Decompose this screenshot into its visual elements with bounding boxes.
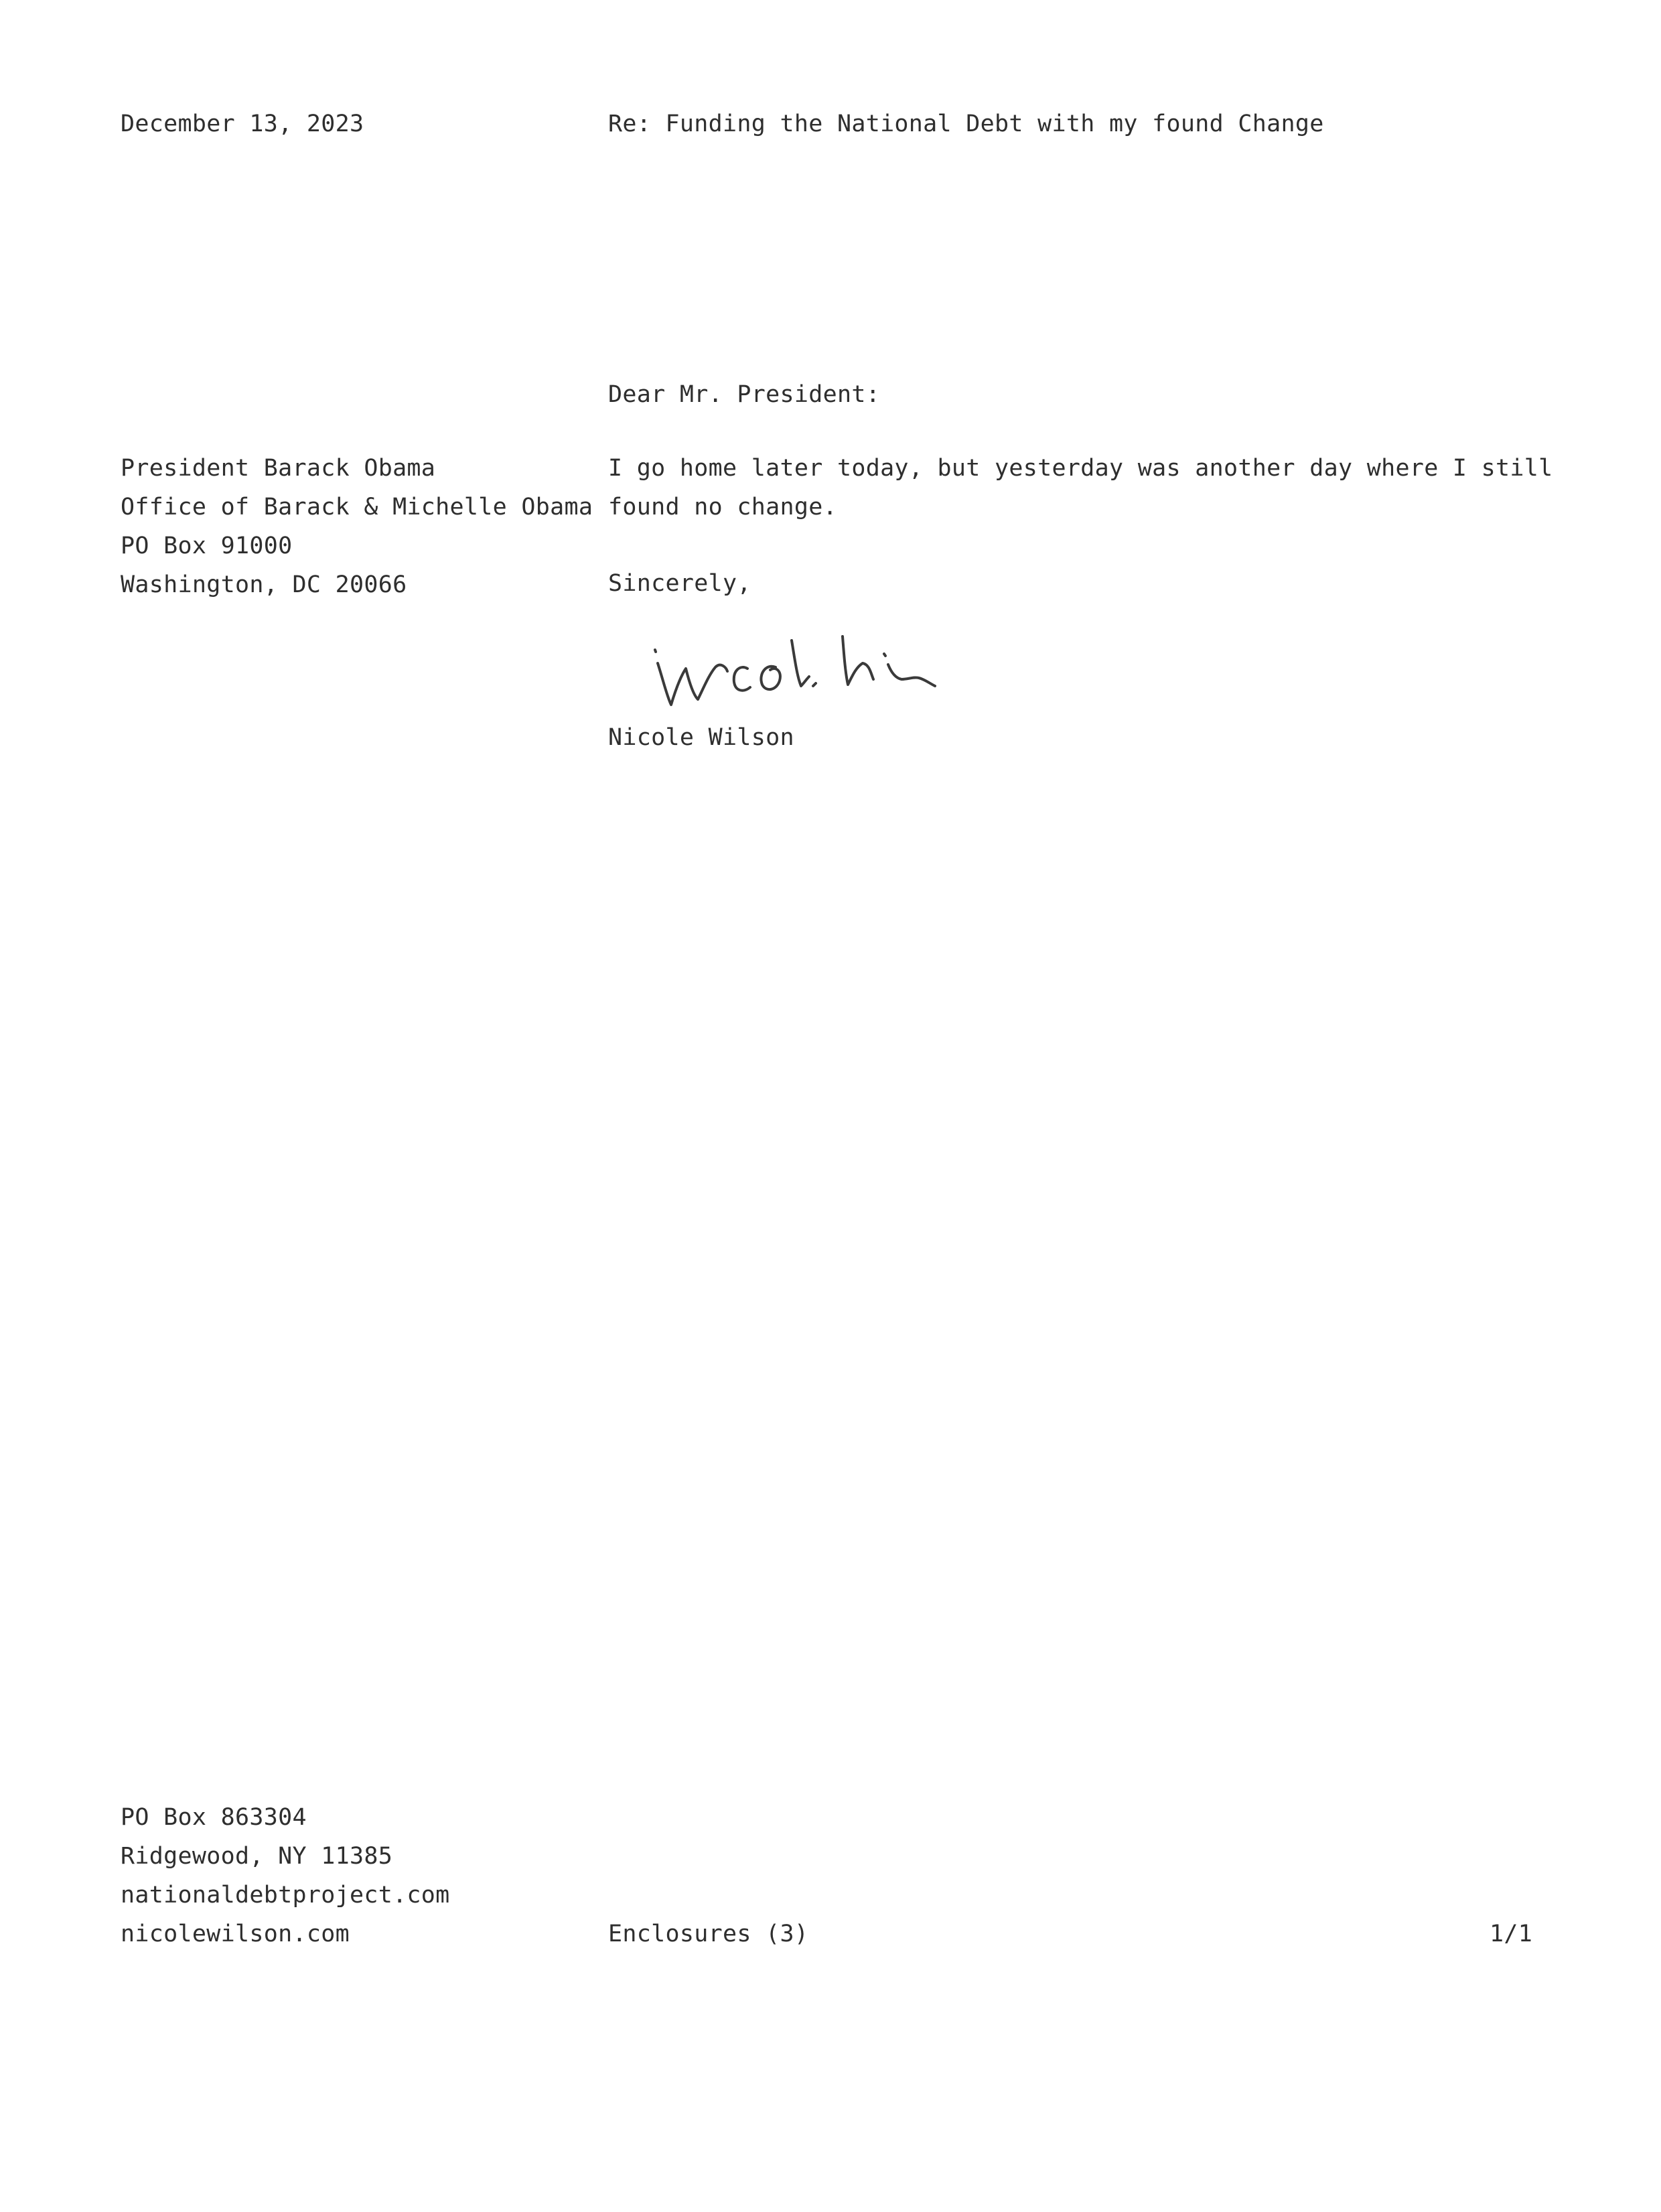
letter-date: December 13, 2023	[121, 111, 364, 137]
body-line: I go home later today, but yesterday was another day where I still	[608, 455, 1553, 482]
enclosures-note: Enclosures (3)	[608, 1921, 809, 1947]
body-line: found no change.	[608, 494, 837, 521]
signer-name: Nicole Wilson	[608, 724, 794, 751]
recipient-address	[121, 449, 593, 604]
sender-line: PO Box 863304	[121, 1804, 307, 1831]
sender-website[interactable]: nicolewilson.com	[121, 1921, 350, 1947]
sender-address	[121, 1798, 450, 1953]
salutation: Dear Mr. President:	[608, 381, 881, 408]
closing: Sincerely,	[608, 570, 751, 597]
sender-line: Ridgewood, NY 11385	[121, 1843, 393, 1870]
letter-body	[608, 449, 1553, 527]
sender-website[interactable]: nationaldebtproject.com	[121, 1882, 450, 1909]
recipient-line: PO Box 91000	[121, 533, 293, 559]
page-number: 1/1	[1490, 1921, 1533, 1947]
recipient-line: President Barack Obama	[121, 455, 436, 482]
recipient-line: Washington, DC 20066	[121, 571, 407, 598]
recipient-line: Office of Barack & Michelle Obama	[121, 494, 593, 521]
handwritten-signature	[643, 630, 958, 717]
subject-line: Re: Funding the National Debt with my found Change	[608, 111, 1324, 137]
